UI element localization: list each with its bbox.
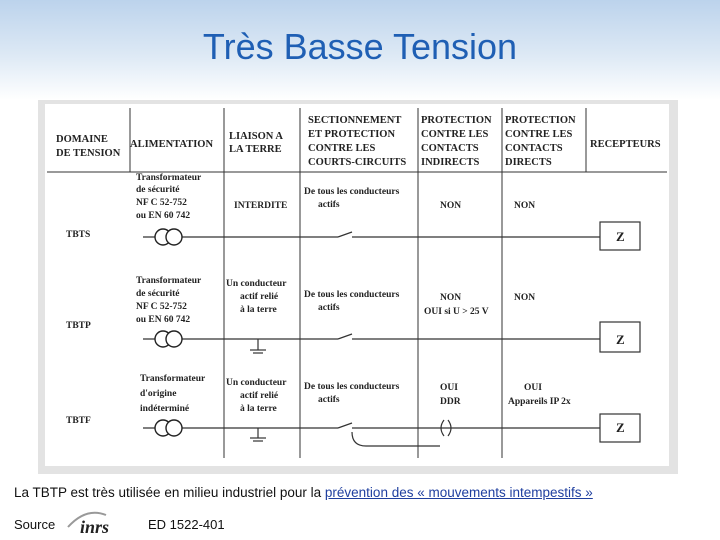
svg-text:CONTRE LES: [308, 143, 376, 154]
svg-text:De tous les conducteurs: [304, 382, 400, 392]
svg-text:LIAISON A: [229, 131, 283, 142]
svg-text:ALIMENTATION: [130, 139, 213, 150]
svg-text:actifs: [318, 200, 340, 210]
svg-text:ou EN 60 742: [136, 315, 190, 325]
header-directs-l1: PROTECTION: [505, 115, 576, 126]
svg-text:TBTP: [66, 321, 91, 331]
svg-text:INDIRECTS: [421, 157, 480, 168]
row-tbtp-directs: NON: [514, 293, 536, 303]
inrs-logo-text: inrs: [80, 517, 110, 537]
circuit-lines: [143, 232, 600, 446]
svg-text:d'origine: [140, 389, 176, 399]
svg-text:actifs: [318, 303, 340, 313]
row-tbtp-indirects-l1: NON: [440, 293, 462, 303]
table-headers: [56, 115, 661, 168]
svg-text:PROTECTION: [505, 115, 576, 126]
row-tbts-alim-l4: ou EN 60 742: [136, 211, 191, 221]
row-tbts-section-l2: actifs: [318, 200, 340, 210]
svg-text:De tous les conducteurs: [304, 290, 400, 300]
svg-text:à la terre: [240, 305, 277, 315]
row-tbtf-directs-l1: OUI: [524, 383, 542, 393]
row-tbtf-indirects-l2: DDR: [440, 397, 461, 407]
header-sectionnement-l4: COURTS-CIRCUITS: [308, 157, 407, 168]
svg-text:ET PROTECTION: [308, 129, 395, 140]
header-directs-l4: DIRECTS: [505, 157, 552, 168]
svg-text:NF C 52-752: [136, 302, 187, 312]
header-indirects-l1: PROTECTION: [421, 115, 492, 126]
row-tbtf-recepteur: Z: [616, 420, 625, 435]
caption-text: La TBTP est très utilisée en milieu industriel pour la: [14, 485, 325, 500]
svg-text:NON: [514, 293, 535, 303]
header-indirects-l2: CONTRE LES: [421, 129, 489, 140]
header-directs-l3: CONTACTS: [505, 143, 563, 154]
slide-caption: [14, 485, 593, 500]
row-tbtp-alim-l3: NF C 52-752: [136, 302, 187, 312]
row-tbtp-domaine: TBTP: [66, 321, 91, 331]
row-tbts-domaine: TBTS: [66, 230, 91, 240]
row-tbtf-alim-l1: Transformateur: [140, 374, 206, 384]
svg-text:de sécurité: [136, 289, 180, 299]
svg-text:NF C 52-752: [136, 198, 187, 208]
row-tbtf-section-l2: actifs: [318, 395, 340, 405]
svg-text:CONTRE LES: [421, 129, 489, 140]
row-tbtp-alim-l4: ou EN 60 742: [136, 315, 191, 325]
row-tbts-liaison: INTERDITE: [234, 201, 288, 211]
row-tbtp-section-l1: De tous les conducteurs: [304, 290, 400, 300]
header-liaison-l1: LIAISON A: [229, 131, 283, 142]
row-tbtf-section-l1: De tous les conducteurs: [304, 382, 400, 392]
row-tbts-section-l1: De tous les conducteurs: [304, 187, 400, 197]
svg-text:Z: [616, 229, 625, 244]
svg-text:DOMAINE: [56, 134, 108, 145]
row-tbtp-alim-l1: Transformateur: [136, 276, 202, 286]
header-sectionnement-l3: CONTRE LES: [308, 143, 376, 154]
svg-text:Appareils IP 2x: [508, 397, 571, 407]
svg-text:PROTECTION: [421, 115, 492, 126]
row-tbts-indirects: NON: [440, 201, 462, 211]
svg-text:Un conducteur: [226, 378, 287, 388]
header-indirects-l3: CONTACTS: [421, 143, 479, 154]
svg-text:DIRECTS: [505, 157, 552, 168]
svg-text:Transformateur: [136, 276, 202, 286]
row-tbtf-indirects-l1: OUI: [440, 383, 458, 393]
svg-text:NON: [514, 201, 535, 211]
caption-link[interactable]: prévention des « mouvements intempestifs »: [324, 485, 593, 500]
svg-text:LA TERRE: [229, 144, 282, 155]
svg-text:Transformateur: [140, 374, 206, 384]
svg-text:actif relié: [240, 391, 278, 401]
svg-text:RECEPTEURS: [590, 139, 661, 150]
row-tbtp-liaison-l1: Un conducteur: [226, 279, 287, 289]
svg-text:Un conducteur: [226, 279, 287, 289]
header-directs-l2: CONTRE LES: [505, 129, 573, 140]
svg-text:TBTS: [66, 230, 90, 240]
row-tbtf-liaison-l2: actif relié: [240, 391, 279, 401]
row-tbtf-liaison-l1: Un conducteur: [226, 378, 287, 388]
source-reference: ED 1522-401: [148, 517, 225, 532]
row-tbtp-liaison-l3: à la terre: [240, 305, 277, 315]
svg-text:De tous les conducteurs: [304, 187, 400, 197]
svg-text:Transformateur: [136, 173, 202, 183]
row-tbtp-liaison-l2: actif relié: [240, 292, 279, 302]
svg-text:INTERDITE: [234, 201, 287, 211]
svg-text:ou EN 60 742: [136, 211, 190, 221]
svg-text:TBTF: [66, 416, 91, 426]
header-sectionnement-l1: SECTIONNEMENT: [308, 115, 402, 126]
svg-text:indéterminé: [140, 404, 189, 414]
svg-text:DDR: [440, 397, 461, 407]
row-tbtf-liaison-l3: à la terre: [240, 404, 277, 414]
svg-text:Z: [616, 420, 625, 435]
row-tbts: [66, 173, 625, 244]
svg-text:de sécurité: [136, 185, 180, 195]
row-tbtp-section-l2: actifs: [318, 303, 340, 313]
svg-text:COURTS-CIRCUITS: [308, 157, 406, 168]
row-tbtp-alim-l2: de sécurité: [136, 289, 180, 299]
row-tbts-directs: NON: [514, 201, 536, 211]
header-sectionnement-l2: ET PROTECTION: [308, 129, 396, 140]
source-label: Source: [14, 517, 56, 532]
row-tbtp-indirects-l2: OUI si U > 25 V: [424, 307, 489, 317]
svg-text:à la terre: [240, 404, 277, 414]
row-tbts-alim-l3: NF C 52-752: [136, 198, 187, 208]
header-domaine-l2: DE TENSION: [56, 148, 121, 159]
svg-text:actif relié: [240, 292, 278, 302]
row-tbtf-alim-l3: indéterminé: [140, 404, 190, 414]
row-tbts-alim-l1: Transformateur: [136, 173, 202, 183]
row-tbtf-domaine: TBTF: [66, 416, 91, 426]
header-liaison-l2: LA TERRE: [229, 144, 282, 155]
svg-text:NON: [440, 293, 461, 303]
svg-text:DE TENSION: [56, 148, 121, 159]
header-domaine-l1: DOMAINE: [56, 134, 108, 145]
row-tbtf-alim-l2: d'origine: [140, 389, 177, 399]
svg-text:OUI: [440, 383, 458, 393]
svg-text:Z: [616, 332, 625, 347]
svg-text:NON: [440, 201, 461, 211]
svg-text:CONTACTS: [505, 143, 563, 154]
row-tbtp-recepteur: Z: [616, 332, 625, 347]
row-tbts-recepteur: Z: [616, 229, 625, 244]
header-recepteurs: RECEPTEURS: [590, 139, 661, 150]
svg-text:OUI: [524, 383, 542, 393]
svg-text:actifs: [318, 395, 340, 405]
slide-title: Très Basse Tension: [202, 26, 518, 67]
svg-text:SECTIONNEMENT: [308, 115, 401, 126]
svg-text:CONTRE LES: [505, 129, 573, 140]
header-alimentation: ALIMENTATION: [130, 139, 214, 150]
row-tbts-alim-l2: de sécurité: [136, 185, 180, 195]
svg-text:CONTACTS: [421, 143, 479, 154]
row-tbtf-directs-l2: Appareils IP 2x: [508, 397, 571, 407]
svg-text:OUI si U > 25 V: [424, 307, 489, 317]
header-indirects-l4: INDIRECTS: [421, 157, 480, 168]
inrs-logo: [66, 511, 146, 539]
